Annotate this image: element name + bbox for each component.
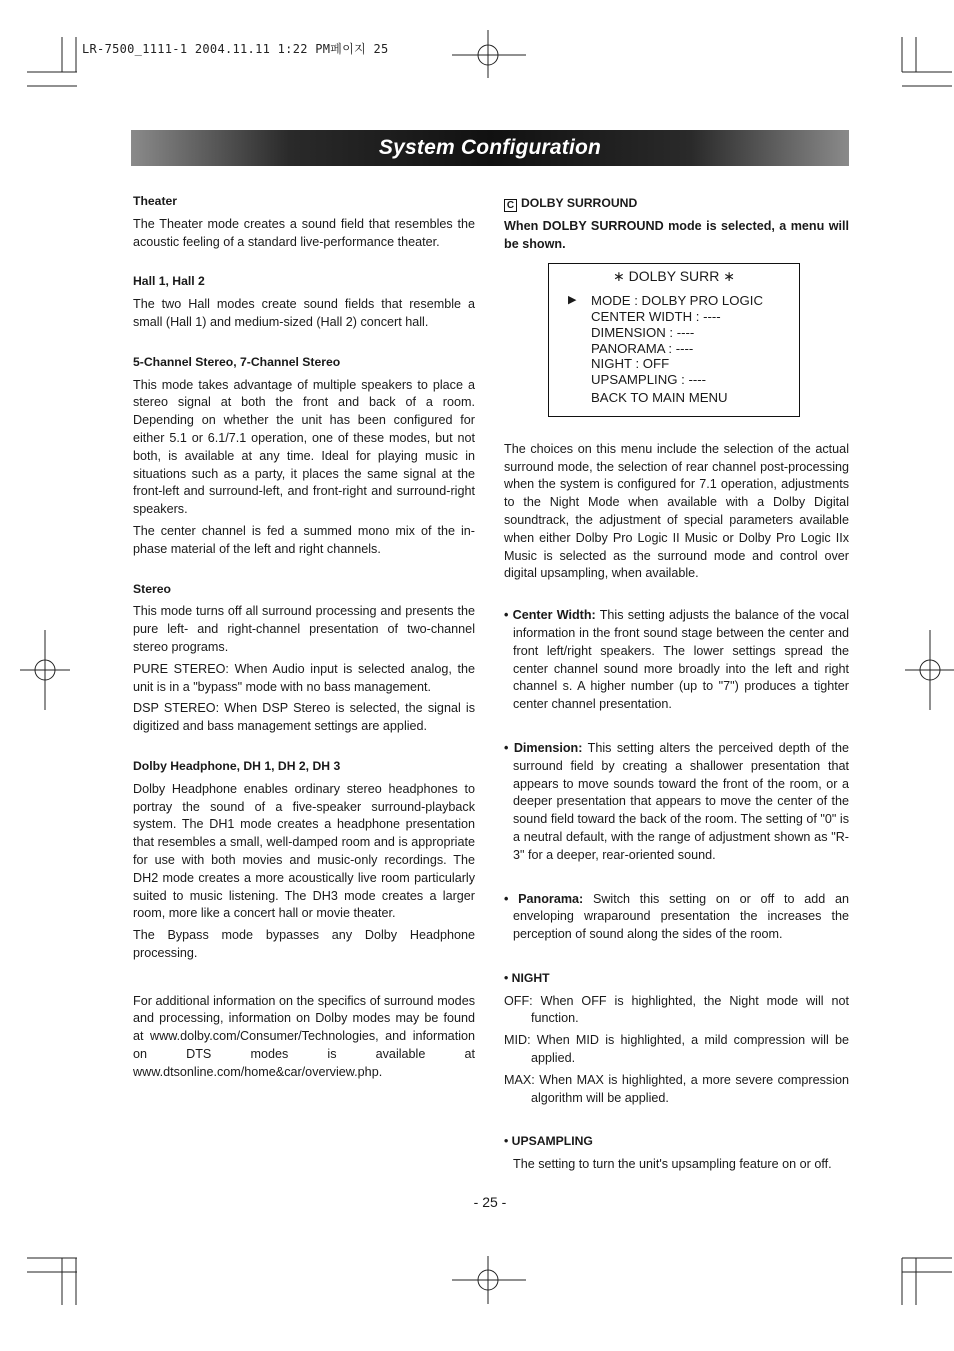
right-column xyxy=(504,193,849,1178)
paragraph: The two Hall modes create sound fields that resemble a small (Hall 1) and medium-sized (Hall 2) concert hall. xyxy=(133,297,475,329)
bullet-label: • Panorama: xyxy=(504,891,584,906)
bullet-label: • NIGHT xyxy=(504,970,550,985)
section-additional-info xyxy=(133,993,475,1082)
section-multichannel-stereo xyxy=(133,354,475,559)
page-number: - 25 - xyxy=(473,1194,507,1210)
paragraph xyxy=(504,891,849,944)
paragraph: Dolby Headphone enables ordinary stereo headphones to portray the sound of a five-speaker surround-playback system. The DH1 mode creates a headphone presentation that resembles a small, well-damped room and is appropriate for use with both movies and music-only recordings. The DH2 mode creates a more acoustically live room particularly suited to music listening. The DH3 mode creates a larger room, more like a concert hall or movie theater. xyxy=(133,781,475,921)
paragraph: DSP STEREO: When DSP Stereo is selected, the signal is digitized and bass management settings are applied. xyxy=(133,701,475,734)
menu-description: The choices on this menu include the selection of the actual surround mode, the selection of rear channel post-processing when the system is configured for 7.1 operation, adjustments to the Night Mode when available with a Dolby Digital soundtrack, the adjustment of special parameters available when either Dolby Pro Logic II Music or Dolby Pro Logic IIx Music is selected as the surround mode and control over digital upsampling, when available. xyxy=(504,441,849,581)
paragraph: The Bypass mode bypasses any Dolby Headphone processing. xyxy=(133,928,475,960)
section-heading xyxy=(504,195,849,213)
bullet-upsampling xyxy=(504,1133,849,1174)
section-heading: Theater xyxy=(133,194,178,208)
section-hall xyxy=(133,273,475,331)
menu-item-label: CENTER WIDTH : ---- xyxy=(591,308,721,324)
paragraph: The Theater mode creates a sound field that resembles the acoustic feeling of a standard live-performance theater. xyxy=(133,216,475,249)
section-heading: Hall 1, Hall 2 xyxy=(133,274,205,289)
bullet-text: This setting adjusts the balance of the vocal information in the front sound stage between the center and front left/right speakers. The lower settings spread the center channel sound more broadly into the left and right channel s. A higher number (up to "7") produces a tighter center channel presentation. xyxy=(513,608,849,712)
night-option-off: OFF: When OFF is highlighted, the Night mode will not function. xyxy=(504,993,849,1026)
section-stereo xyxy=(133,581,475,736)
section-dolby-headphone xyxy=(133,758,475,963)
menu-item-label: DIMENSION : ---- xyxy=(591,324,695,340)
paragraph: This mode turns off all surround processing and presents the pure left- and right-channel presentation of two-channel stereo programs. xyxy=(133,604,475,654)
menu-item-label: BACK TO MAIN MENU xyxy=(591,389,728,405)
page-title: System Configuration xyxy=(378,136,602,159)
osd-menu xyxy=(548,263,800,416)
menu-item-label: MODE : DOLBY PRO LOGIC xyxy=(591,293,763,309)
upsampling-text: The setting to turn the unit's upsampling feature on or off. xyxy=(513,1157,832,1172)
bullet-night xyxy=(504,970,849,1108)
bullet-text: Switch this setting on or off to add an enveloping wraparound presentation the increases the perception of sound along the sides of the room. xyxy=(513,891,849,942)
bullet-center-width xyxy=(504,607,849,714)
night-option-max: MAX: When MAX is highlighted, a more severe compression algorithm will be applied. xyxy=(504,1072,849,1105)
menu-title: ∗ DOLBY SURR ∗ xyxy=(612,268,735,285)
section-heading-text: DOLBY SURROUND xyxy=(521,196,638,210)
menu-item-mode xyxy=(549,293,799,309)
section-heading: Dolby Headphone, DH 1, DH 2, DH 3 xyxy=(133,758,341,773)
section-theater xyxy=(133,193,475,251)
paragraph xyxy=(504,607,849,714)
menu-item-label: NIGHT : OFF xyxy=(591,356,670,372)
menu-item-back xyxy=(549,390,799,406)
bullet-dimension xyxy=(504,740,849,865)
menu-item-label: PANORAMA : ---- xyxy=(591,340,694,356)
bullet-label: • Dimension: xyxy=(504,740,583,755)
bullet-label: • Center Width: xyxy=(504,608,596,623)
left-column xyxy=(133,193,475,1086)
bullet-panorama xyxy=(504,891,849,944)
section-heading: Stereo xyxy=(133,581,171,596)
section-heading: 5-Channel Stereo, 7-Channel Stereo xyxy=(133,354,341,369)
menu-item-panorama xyxy=(549,341,799,357)
menu-item-dimension xyxy=(549,325,799,341)
paragraph: PURE STEREO: When Audio input is selected analog, the unit is in a "bypass" mode with no bass management. xyxy=(133,661,475,694)
paragraph: This mode takes advantage of multiple speakers to place a stereo signal at both the front and back of a room. Depending on whether the unit has been configured for either 5.1 or 6.1/7.1 operation, one of these modes, but not both, is available at any time. Ideal for playing music in situations such as a party, it places the same signal at the front-left and surround-left, and front-right and surround-right speakers. xyxy=(133,377,475,517)
bullet-label: • UPSAMPLING xyxy=(504,1134,593,1149)
paragraph xyxy=(504,740,849,865)
bullet-text: This setting alters the perceived depth of the surround field by creating a shallower presentation that appears to move sounds toward the front of the room, or a deeper presentation that appears to move the center of the sound field toward the back of the room. The setting of "0" is a neutral default, with the range of adjustment shown as "R-3" for a deeper, rear-oriented sound. xyxy=(513,740,849,862)
night-option-mid: MID: When MID is highlighted, a mild compression will be applied. xyxy=(504,1033,849,1066)
title-bar xyxy=(131,130,849,166)
cursor-arrow-icon: ▶ xyxy=(568,294,577,307)
menu-item-center-width xyxy=(549,309,799,325)
menu-item-upsampling xyxy=(549,372,799,388)
print-header: LR-7500_1111-1 2004.11.11 1:22 PM페이지 25 xyxy=(82,42,389,56)
menu-item-label: UPSAMPLING : ---- xyxy=(591,372,707,388)
paragraph: The center channel is fed a summed mono mix of the in-phase material of the left and right channels. xyxy=(133,523,475,556)
paragraph: For additional information on the specifics of surround modes and processing, information on Dolby modes may be found at www.dolby.com/Consumer/Technologies, and information on DTS modes is available at www.dtsonline.com/home&car/overview.php. xyxy=(133,993,475,1079)
menu-item-night xyxy=(549,356,799,372)
section-c-icon: C xyxy=(504,199,517,212)
intro-text: When DOLBY SURROUND mode is selected, a menu will be shown. xyxy=(504,218,849,251)
